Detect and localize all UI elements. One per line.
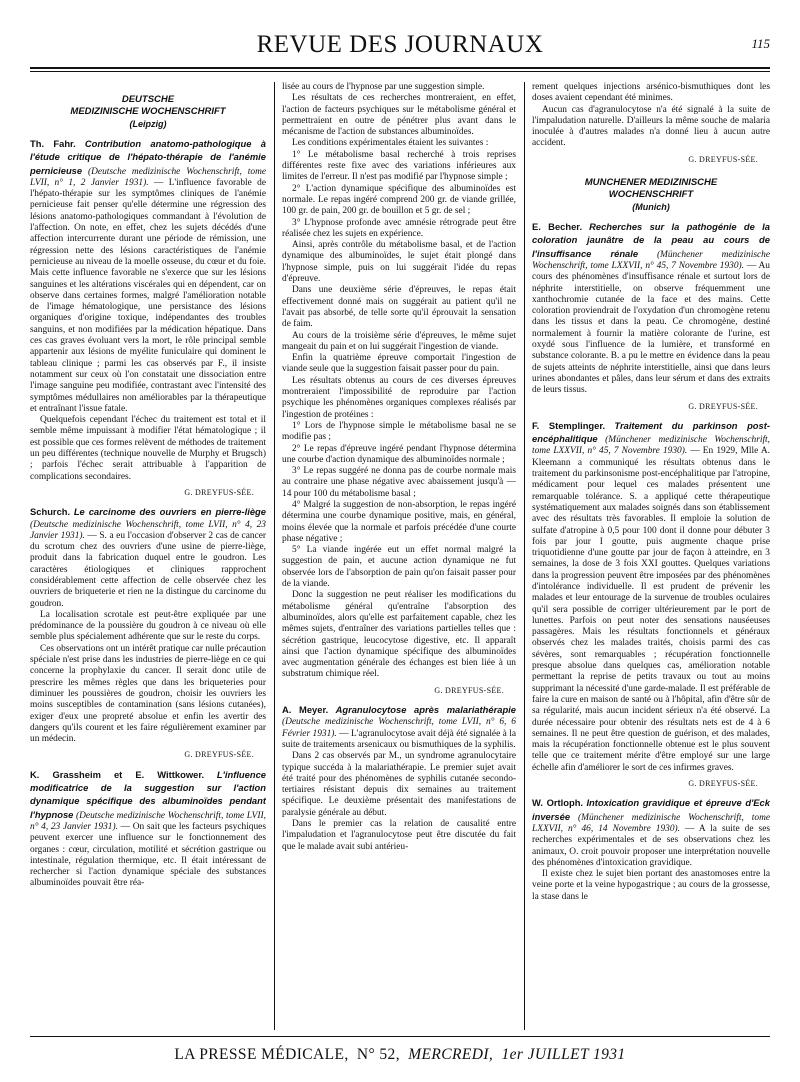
article-text: — On sait que les facteurs psychiques peuvent exercer une influence sur le fonctionnement des organes : cœur, circulation, motilité et sécrétion gastrique ou intestinale, régulation thermique, etc. Il était intéressant de rechercher si l'action dynamique spéciale des substances albuminoïdes pouvait être réa- [30, 821, 266, 889]
article-paragraph: Donc la suggestion ne peut réaliser les modifications du métabolisme général qu'entraîne l'absorption des albuminoïdes, alors qu'elle est parfaitement capable, chez les mêmes sujets, d'entraîner des variations partielles telles que : sécrétion gastrique, leucocytose digestive, etc. Il apparaît ainsi que l'action dynamique spécifique des albuminoïdes avec augmentation générale des échanges est bien liée à un substratum chimique réel. [282, 590, 516, 680]
journal-heading: DEUTSCHE [121, 94, 175, 105]
article-text: — L'agranulocytose avait déjà été signalée à la suite de traitements arsenicaux ou bismuthiques de la syphilis. [282, 728, 516, 750]
page-header [30, 30, 770, 64]
page-number: 115 [751, 36, 770, 51]
header-rule-thin [30, 71, 770, 72]
article-author: W. Ortloph. [532, 797, 584, 809]
article-paragraph: Aucun cas d'agranulocytose n'a été signalé à la suite de l'impaludation naturelle. D'ailleurs la même souche de malaria inoculée à d'autres malades n'a donné lieu à aucun autre accident. [532, 104, 770, 149]
article-paragraph: Au cours de la troisième série d'épreuves, le même sujet mangeait du pain et on lui suggérait l'ingestion de viande. [282, 330, 516, 352]
article-paragraph: La localisation scrotale est peut-être expliquée par une prédominance de la poussière du goudron à ce niveau où elle semble plus spécialement adhérente que sur le reste du corps. [30, 609, 266, 643]
article-paragraph: 3° Le repas suggéré ne donna pas de courbe normale mais au contraire une phase négative avec abaissement jusqu'à —14 pour 100 du métabolisme basal ; [282, 466, 516, 499]
article-paragraph: 1° Le métabolisme basal recherché à trois reprises différentes reste fixe avec des variations inférieures aux limites de l'erreur. Il n'est pas modifié par l'hypnose simple ; [282, 149, 516, 183]
column-1 [30, 82, 266, 1030]
article-title: Traitement du parkinson post-encéphalitique [532, 419, 770, 445]
article-paragraph: Ces observations ont un intérêt pratique car nulle précaution spéciale n'est prise dans les industries de pierre-liège en ce qui concerne la prophylaxie du cancer. Il serait donc utile de prescrire les mêmes règles que dans les briqueteries pour diminuer les poussières de goudron, choisir les ouvriers les moins susceptibles de contamination (sans lésions cutanées), exiger d'eux une propreté absolue et enfin les avertir des dangers qu'ils courent et les faire régulièrement examiner par un médecin. [30, 643, 266, 745]
article-title: Intoxication gravidique et épreuve d'Eck inversée [532, 797, 770, 822]
article-text: — A la suite de ses recherches expérimentales et de ses observations chez les animaux, O. croit pouvoir proposer une interprétation nouvelle des phénomènes d'intoxication gravidique. [532, 823, 770, 868]
column-divider-2 [524, 82, 525, 1030]
footer-weekday: MERCREDI, [408, 1046, 494, 1063]
article-author: A. Meyer. [282, 704, 329, 716]
journal-heading: MUNCHENER MEDIZINISCHE [584, 177, 718, 189]
article-paragraph: 2° L'action dynamique spécifique des albuminoïdes est normale. Le repas ingéré comprend 200 gr. de viande grillée, 100 gr. de pain, 200 gr. de bouillon et 5 gr. de sel ; [282, 183, 516, 217]
article-paragraph: Il existe chez le sujet bien portant des anastomoses entre la veine porte et la veine hypogastrique ; au cours de la grossesse, la stase dans le [532, 869, 770, 902]
article-paragraph: 5° La viande ingérée eut un effet normal malgré la suggestion de pain, et aucune action dynamique ne fut observée lors de l'absorption de pain qu'on faisait passer pour de la viande. [282, 545, 516, 590]
article-title: Agranulocytose après malariathérapie [335, 704, 516, 716]
article-paragraph [282, 704, 516, 751]
column-3 [532, 82, 770, 1030]
article-signature: G. DREYFUS-SÉE. [184, 487, 254, 497]
article-paragraph: Dans 2 cas observés par M., un syndrome agranulocytaire typique succéda à la malariathérapie. Le premier sujet avait été traité pour des phénomènes de syphilis cutanée secondo-tertiaires résistant depuis dix semaines au traitement spécifique. Le deuxième présentait des manifestations de paralysie générale au début. [282, 751, 516, 818]
article-paragraph: Les résultats obtenus au cours de ces diverses épreuves montreraient l'impossibilité de reproduire par l'action psychique les phénomènes organiques complexes réalisés par l'ingestion de protéines : [282, 375, 516, 420]
article-text: — S. a eu l'occasion d'observer 2 cas de cancer du scrotum chez des ouvriers d'une usine de pierre-liège, produit dans la fabrication duquel entre le goudron. Les caractères étiologiques et cliniques rapprochent considérablement cette affection de celle observée chez les ouvriers de briqueterie et rien ne la distingue du carcinome du goudron. [30, 530, 266, 609]
article-source: (Münchener medizinische Wochenschrift, tome LXXVII, n° 45, 7 Novembre 1930). [532, 435, 770, 457]
article-paragraph: Dans une deuxième série d'épreuves, le repas était effectivement donné mais on suggérait au patient qu'il ne l'avait pas absorbé, de telle sorte qu'il éprouvait la sensation de faim. [282, 285, 516, 330]
article-title: Le carcinome des ouvriers en pierre-liège [73, 506, 266, 518]
journal-location: (Leipzig) [129, 119, 167, 129]
article-paragraph [30, 769, 266, 890]
article-paragraph: 4° Malgré la suggestion de non-absorption, le repas ingéré détermina une courbe dynamique positive, mais, en général, moins élevée que la normale et parfois précédée d'une courte phase négative ; [282, 499, 516, 544]
article-author: Schurch. [30, 506, 71, 518]
page-footer [30, 1046, 770, 1064]
article-paragraph: 2° Le repas d'épreuve ingéré pendant l'hypnose détermina une courbe d'action dynamique des albuminoïdes normale ; [282, 443, 516, 465]
article-paragraph: lisée au cours de l'hypnose par une suggestion simple. [282, 82, 485, 92]
article-source: (Deutsche medizinische Wochenschrift, tome LVII, n° 4, 23 Janvier 1931). [30, 519, 266, 541]
article-paragraph: 1° Lors de l'hypnose simple le métabolisme basal ne se modifie pas ; [282, 420, 516, 443]
article-paragraph [30, 506, 266, 610]
journal-heading: WOCHENSCHRIFT [608, 189, 694, 201]
article-paragraph [532, 797, 770, 869]
article-author: F. Stemplinger. [532, 419, 606, 431]
article-text: — L'influence favorable de l'hépato-thérapie sur les symptômes cliniques de l'anémie pernicieuse fait penser qu'elle détermine une régression des lésions anatomo-pathologiques commandant à l'évolution de l'affection. On note, en effet, chez les sujets décédés d'une affection intercurrente durant une période de rémission, une régression nette des lésions caractéristiques de l'anémie pernicieuse au niveau de la moelle osseuse, du cœur et du foie. Mais cette influence favorable ne s'exerce que sur les lésions sanguines et les altérations viscérales qui en dépendent, car on observe dans certaines formes, malgré l'amélioration notable de l'image hématologique, une persistance des lésions organiques d'origine toxique, indépendantes des troubles sanguins, et non modifiées par la médication hépatique. Dans ces cas graves évoluant vers la mort, le rôle principal semble appartenir aux lésions de myélite funiculaire qui dominent le tableau clinique ; parmi les cas observés par F., il insiste notamment sur ceux où l'on constatait une dissociation entre l'image sanguine peu modifiée, contrastant avec l'intensité des symptômes médullaires non améliorables par la thérapeutique et entraînant l'issue fatale. [30, 177, 266, 414]
article-signature: G. DREYFUS-SÉE. [184, 750, 254, 760]
article-paragraph: Ainsi, après contrôle du métabolisme basal, et de l'action dynamique des albuminoïdes, le sujet était plongé dans l'hypnose simple, puis on lui suggérait l'idée du repas d'épreuve. [282, 240, 516, 285]
article-source: (Deutsche medizinische Wochenschrift, tome LVII, n° 6, 6 Février 1931). [282, 717, 516, 739]
footer-issue-number: N° 52, [356, 1046, 400, 1063]
article-title: Recherches sur la pathogénie de la coloration jaunâtre de la peau au cours de l'insuffisance rénale [532, 221, 770, 259]
article-paragraph: Enfin la quatrième épreuve comportait l'ingestion de viande seule que la suggestion faisait passer pour du pain. [282, 353, 516, 375]
article-signature: G. DREYFUS-SÉE. [688, 779, 758, 789]
article-source: (Deutsche medizinische Wochenschrift, tome LVII, n° 1, 2 Janvier 1931). [30, 166, 266, 188]
page-title: REVUE DES JOURNAUX [256, 31, 544, 58]
column-2 [282, 82, 516, 1030]
article-author: E. Becher. [532, 221, 583, 233]
column-divider-1 [274, 82, 275, 1030]
article-text: — Au cours des phénomènes d'insuffisance rénale et surtout lors de néphrite interstitielle, on observe fréquemment une xanthochromie cutanée de la face et des mains. Cette coloration proviendrait de l'oxydation d'un chromogène retenu dans les tissus et dans la peau. Ce chromogène, destiné normalement à fournir la matière colorante de l'urine, est oxydé sous l'influence de la lumière, et transformé en substance colorante. B. a pu le mettre en évidence dans la peau de sujets atteints de néphrite interstitielle, ainsi que dans leurs urines abondantes et pâles, dans leur sérum et dans des extraits de leurs tissus. [532, 260, 770, 396]
article-paragraph: Dans le premier cas la relation de causalité entre l'impaludation et l'agranulocytose peut être discutée du fait que le malade avait subi antérieu- [282, 819, 516, 852]
article-paragraph: Quelquefois cependant l'échec du traitement est total et il semble même impuissant à modifier l'état hématologique ; il est possible que ces formes relèvent de méthodes de traitement un peu différentes (technique nouvelle de Murphy et Brugsch) ; parfois l'échec serait attribuable à l'apparition de complications secondaires. [30, 415, 266, 482]
article-paragraph: rement quelques injections arsénico-bismuthiques dont les doses avaient cependant été minimes. [532, 82, 770, 104]
footer-journal: LA PRESSE MÉDICALE, [174, 1046, 349, 1063]
article-signature: G. DREYFUS-SÉE. [688, 154, 758, 164]
article-paragraph: Les résultats de ces recherches montreraient, en effet, l'action de facteurs psychiques sur le métabolisme général et permettraient en outre de pénétrer plus avant dans le mécanisme de l'action de substances albuminoïdes. [282, 93, 516, 138]
article-paragraph: Les conditions expérimentales étaient les suivantes : [292, 138, 489, 149]
article-title: L'influence modificatrice de la suggestion sur l'action dynamique spécifique des albuminoïdes pendant l'hypnose [30, 768, 266, 820]
article-signature: G. DREYFUS-SÉE. [688, 401, 758, 411]
article-author: K. Grassheim et E. Wittkower. [30, 768, 205, 780]
article-text: — En 1929, Mlle A. Kleemann a communiqué les résultats obtenus dans le traitement du parkinsonisme post-encéphalitique par l'atropine, médicament pour lequel ces malades présentent une remarquable tolérance. S. a appliqué cette thérapeutique systématiquement aux malades soignés dans son établissement avec des résultats très favorables. Il emploie la solution de sulfate d'atropine à 0,5 pour 100 dont il donne pour débuter 3 fois par jour I goutte, puis augmente chaque prise triquotidienne d'une goutte par jour de façon à atteindre, en 3 semaines, la dose de 3 fois XXI gouttes. Quelques variations dans la progression peuvent être imposées par des phénomènes d'intolérance individuelle. Il est prudent de prévenir les malades et leur entourage de la survenue de troubles oculaires qu'il sera possible de corriger ultérieurement par le port de lunettes. Parfois on peut noter des sensations nauséeuses passagères. Mais les résultats fonctionnels et généraux observés chez les malades traités, choisis parmi des cas sévères, sont remarquables ; récupération fonctionnelle presque absolue dans quelques cas, amélioration notable permettant la reprise de petits travaux ou tout au moins supprimant la nécessité d'une garde-malade. Il est préférable de faire la cure en maison de santé ou à l'hôpital, afin d'être sûr de sa régularité, mais aucun incident sérieux n'a été observé. La durée nécessaire pour obtenir des résultats nets est de 4 à 6 semaines. Il ne peut être question de guérison, et des malades, mais la récupération fonctionnelle obtenue est le plus souvent telle que ce traitement mérite d'être employé sur une large échelle afin d'améliorer le sort de ces infirmes graves. [532, 446, 770, 773]
journal-location: (Munich) [632, 202, 670, 213]
article-source: (Deutsche medizinische Wochenschrift, tome LVII, n° 4, 23 Janvier 1931). [30, 810, 266, 832]
article-title: Contribution anatomo-pathologique à l'étude critique de l'hépato-thérapie de l'anémie pernicieuse [30, 138, 266, 176]
article-signature: G. DREYFUS-SÉE. [434, 685, 504, 695]
article-paragraph [30, 138, 266, 415]
article-paragraph [532, 420, 770, 774]
article-author: Th. Fahr. [30, 138, 76, 149]
footer-date: 1er JUILLET 1931 [501, 1046, 626, 1063]
journal-heading: MEDIZINISCHE WOCHENSCHRIFT [70, 106, 226, 117]
article-paragraph: 3° L'hypnose profonde avec amnésie rétrograde peut être réalisée chez les sujets en expérience. [282, 217, 516, 239]
article-source: (Münchener medizinische Wochenschrift, tome LXXVII, n° 45, 7 Novembre 1930). [532, 249, 770, 271]
footer-rule [30, 1036, 770, 1037]
header-rule [30, 67, 770, 69]
article-source: (Münchener medizinische Wochenschrift, tome LXXVII, n° 46, 14 Novembre 1930). [532, 812, 770, 834]
article-paragraph [532, 221, 770, 396]
